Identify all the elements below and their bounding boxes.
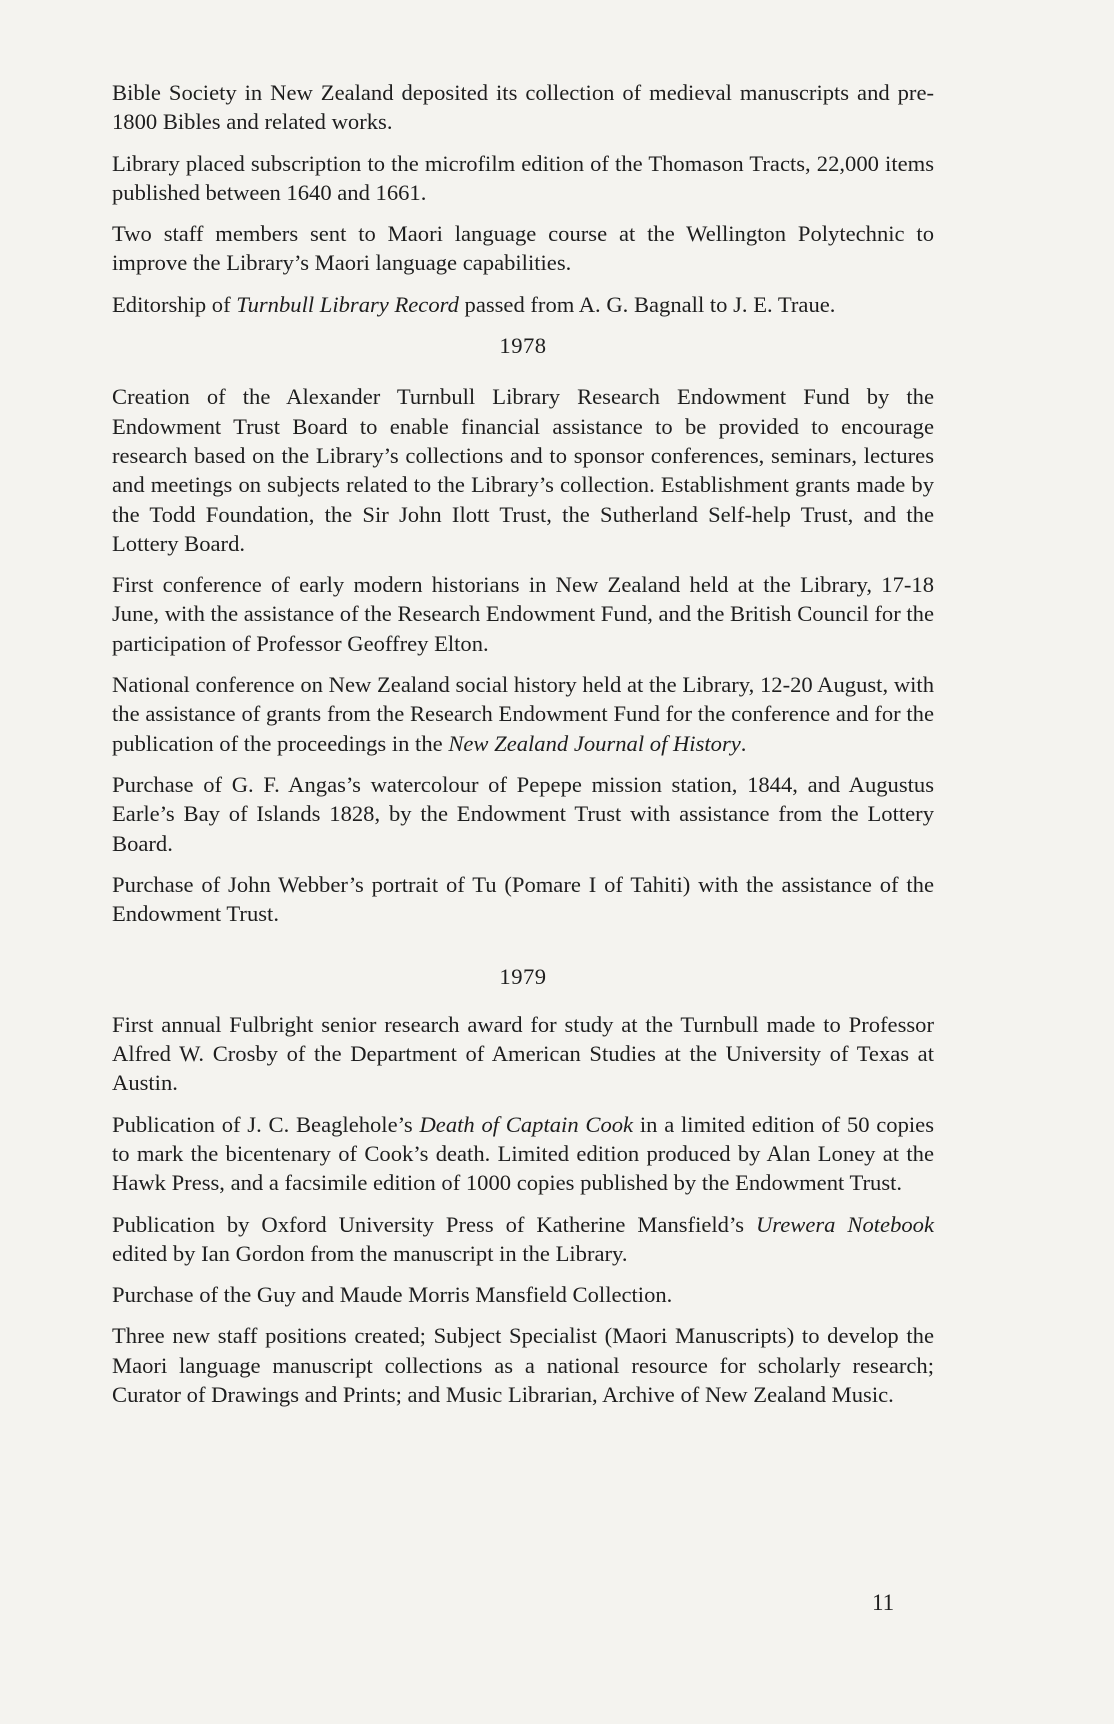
entry-mansfield-collection: Purchase of the Guy and Maude Morris Mansfield Collection. [112, 1282, 673, 1308]
urewera-text-before: Publication by Oxford University Press of Katherine Mansfield’s [112, 1211, 756, 1237]
editorship-title: Turnbull Library Record [236, 291, 459, 317]
page-body [112, 78, 934, 1421]
social-history-text-before: National conference on New Zealand social history held at the Library, 12-20 August, with the assistance of grants from the Research Endowment Fund for the conference and for the publication of the proceedings in the [112, 672, 934, 756]
journal-title: New Zealand Journal of History [448, 730, 741, 756]
editorship-text-before: Editorship of [112, 291, 237, 317]
entry-new-staff-positions: Three new staff positions created; Subject Specialist (Maori Manuscripts) to develop the Maori language manuscript collections as a national resource for scholarly research; Curator of Drawings and Prints; and Music Librarian, Archive of New Zealand Music. [112, 1323, 934, 1407]
year-heading-1979: 1979 [499, 964, 547, 990]
entry-maori-language-course: Two staff members sent to Maori language course at the Wellington Polytechnic to improve the Library’s Maori language capabilities. [112, 221, 934, 276]
beaglehole-text-after: in a limited edition of 50 copies to mark the bicentenary of Cook’s death. Limited edition produced by Alan Loney at the Hawk Press, and a facsimile edition of 1000 copies published by the Endowment Trust. [112, 1111, 934, 1196]
entry-social-history-conference [112, 670, 934, 758]
entry-bible-society: Bible Society in New Zealand deposited its collection of medieval manuscripts and pre-1800 Bibles and related works. [112, 80, 934, 135]
year-heading-1978: 1978 [499, 333, 547, 359]
editorship-text-after: passed from A. G. Bagnall to J. E. Traue. [458, 291, 836, 317]
urewera-text-after: edited by Ian Gordon from the manuscript in the Library. [112, 1240, 628, 1266]
entry-early-modern-conference: First conference of early modern historians in New Zealand held at the Library, 17-18 June, with the assistance of the Research Endowment Fund, and the British Council for the participation of Professor Geoffrey Elton. [112, 572, 934, 656]
entry-urewera-notebook [112, 1210, 934, 1269]
entry-beaglehole-publication [112, 1110, 934, 1198]
entry-thomason-tracts: Library placed subscription to the microfilm edition of the Thomason Tracts, 22,000 items published between 1640 and 1661. [112, 150, 934, 205]
death-of-captain-cook-title: Death of Captain Cook [419, 1111, 634, 1137]
entry-angas-earle-purchase: Purchase of G. F. Angas’s watercolour of Pepepe mission station, 1844, and Augustus Earle’s Bay of Islands 1828, by the Endowment Trust with assistance from the Lottery Board. [112, 771, 934, 856]
page-number: 11 [872, 1590, 895, 1615]
entry-editorship [112, 290, 934, 319]
social-history-text-after: . [740, 730, 747, 756]
entry-endowment-fund: Creation of the Alexander Turnbull Library Research Endowment Fund by the Endowment Trust Board to enable financial assistance to be provided to encourage research based on the Library’s collections and to sponsor conferences, seminars, lectures and meetings on subjects related to the Library’s collection. Establishment grants made by the Todd Foundation, the Sir John Ilott Trust, the Sutherland Self-help Trust, and the Lottery Board. [112, 384, 934, 556]
entry-fulbright-award: First annual Fulbright senior research award for study at the Turnbull made to Professor Alfred W. Crosby of the Department of American Studies at the University of Texas at Austin. [112, 1011, 934, 1096]
entry-webber-portrait: Purchase of John Webber’s portrait of Tu (Pomare I of Tahiti) with the assistance of the Endowment Trust. [112, 871, 934, 927]
beaglehole-text-before: Publication of J. C. Beaglehole’s [112, 1111, 420, 1137]
urewera-notebook-title: Urewera Notebook [755, 1211, 934, 1237]
